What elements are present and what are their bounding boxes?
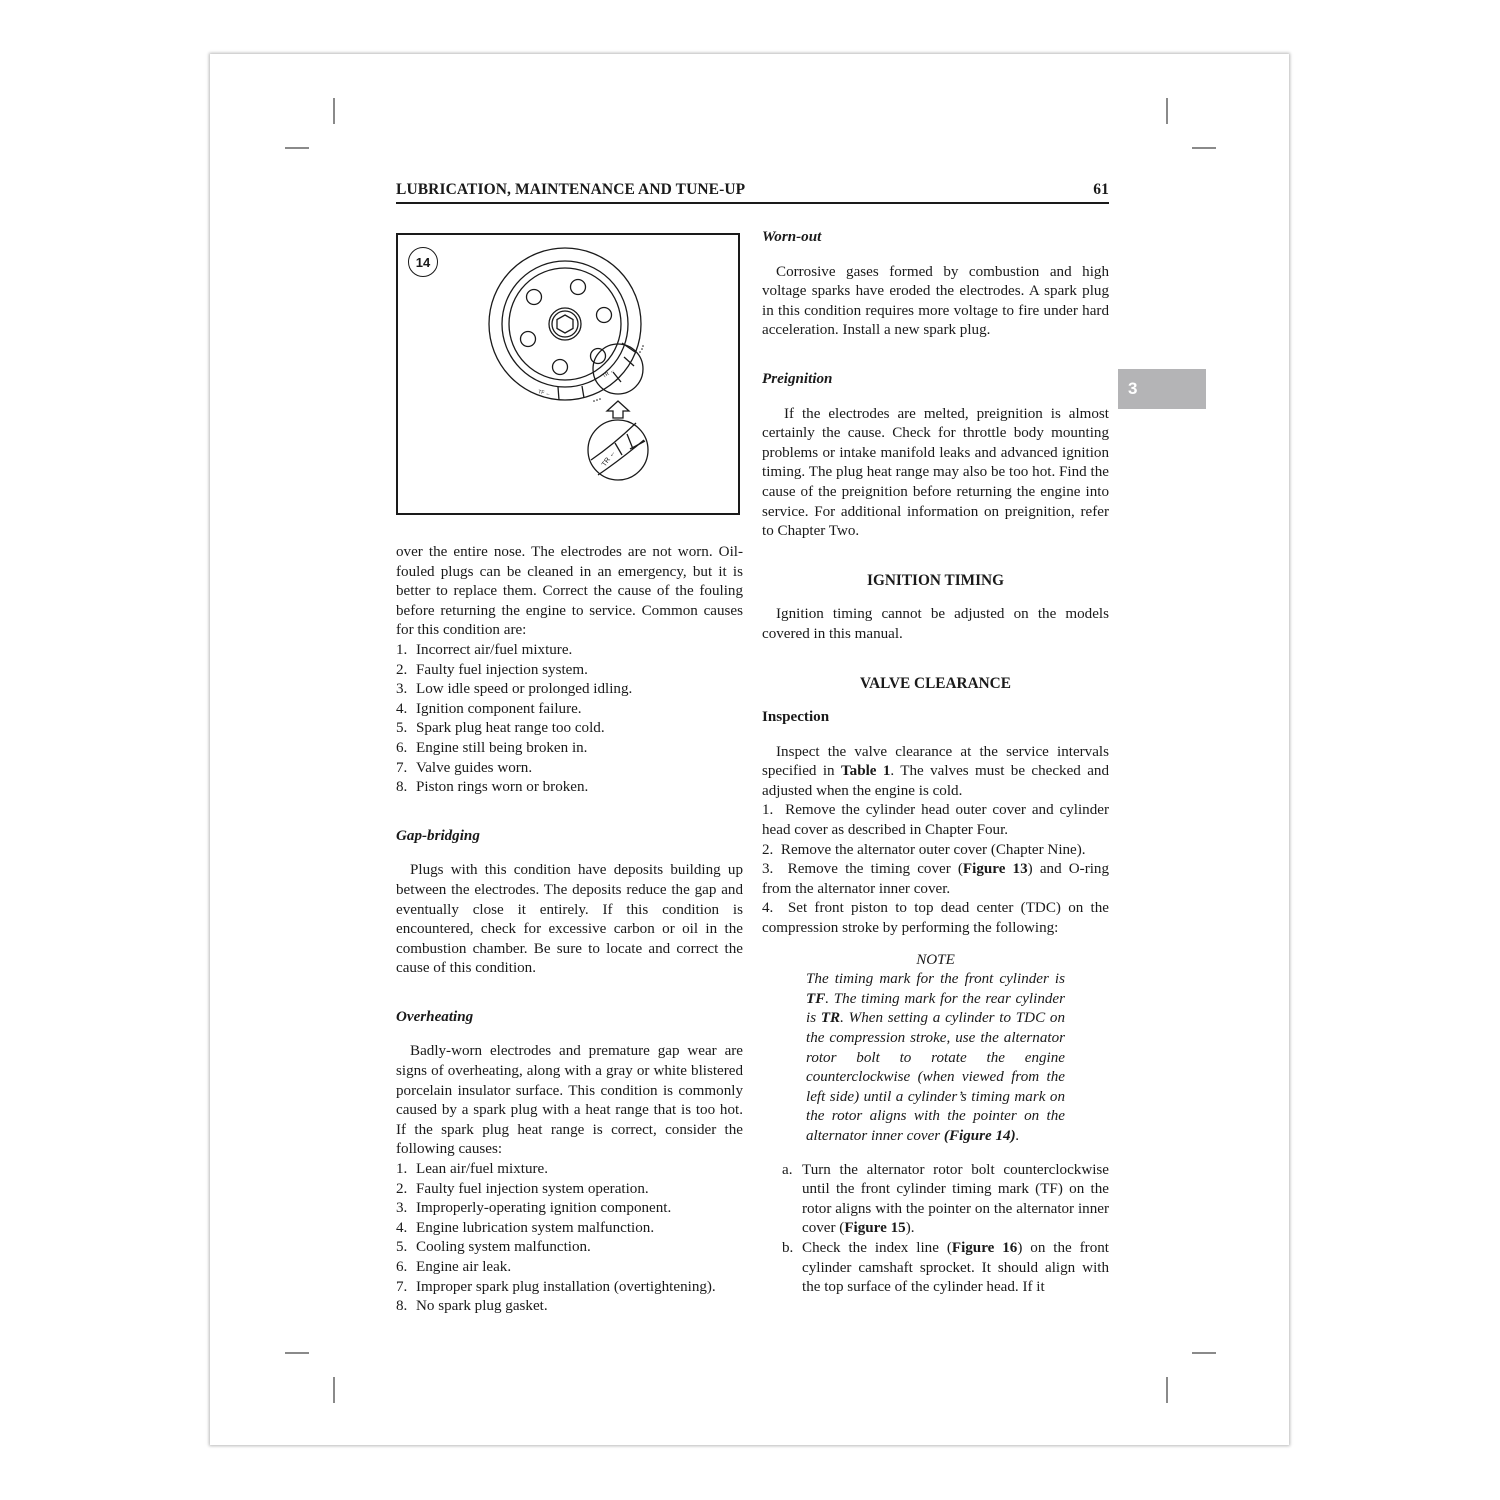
chapter-tab-label: 3 <box>1128 379 1138 398</box>
gap-bridging-heading: Gap-bridging <box>396 827 480 844</box>
note-box <box>806 951 1065 1147</box>
worn-out-heading: Worn-out <box>762 229 822 245</box>
list-item: 8. Piston rings worn or broken. <box>396 779 589 796</box>
list-item: 3. Low idle speed or prolonged idling. <box>396 681 633 698</box>
preignition-heading: Preignition <box>762 370 833 387</box>
alternator-rotor-diagram <box>398 235 738 513</box>
crop-mark-top-left-horizontal <box>285 147 309 149</box>
overheating-heading: Overheating <box>396 1008 474 1025</box>
page-number: 61 <box>1093 181 1109 198</box>
list-item: 6. Engine still being broken in. <box>396 739 588 756</box>
step-2: 2. Remove the alternator outer cover (Chapter Nine). <box>762 841 1086 858</box>
substep-b: b. Check the index line (Figure 16) on the front cylinder camshaft sprocket. It should align with the top surface of the cylinder head. If it <box>782 1239 1109 1296</box>
svg-text:TR ←: TR ← <box>600 449 618 469</box>
inspection-intro: Inspect the valve clearance at the service intervals specified in Table 1. The valves must be checked and adjusted when the engine is cold. <box>762 743 1109 799</box>
list-item: 1. Incorrect air/fuel mixture. <box>396 641 573 658</box>
list-item: 5. Spark plug heat range too cold. <box>396 720 605 737</box>
step-1: 1. Remove the cylinder head outer cover and cylinder head cover as described in Chapter Four. <box>762 802 1109 839</box>
list-item: 3. Improperly-operating ignition component. <box>396 1200 672 1217</box>
crop-mark-bottom-left-horizontal <box>285 1352 309 1354</box>
preignition-paragraph: If the electrodes are melted, preignition is almost certainly the cause. Check for throttle body mounting problems or intake manifold leaks and advanced ignition timing. The plug heat range may also be too hot. Find the cause of the preignition before returning the engine into service. For additional information on preignition, refer to Chapter Two. <box>762 405 1109 540</box>
figure-reference: (Figure 14) <box>943 1127 1016 1144</box>
crop-mark-top-right-horizontal <box>1192 147 1216 149</box>
crop-mark-bottom-right-horizontal <box>1192 1352 1216 1354</box>
list-item: 7. Valve guides worn. <box>396 759 533 776</box>
figure-14 <box>396 233 740 515</box>
document-page <box>210 54 1289 1445</box>
chapter-tab <box>1118 369 1206 409</box>
overheating-paragraph: Badly-worn electrodes and premature gap wear are signs of overheating, along with a gray or white blistered porcelain insulator surface. This condition is commonly caused by a spark plug with a heat range that is too hot. If the spark plug heat range is correct, consider the following causes: <box>396 1043 743 1158</box>
crop-mark-top-left-vertical <box>333 98 335 124</box>
list-item: 1. Lean air/fuel mixture. <box>396 1161 549 1178</box>
list-item: 2. Faulty fuel injection system. <box>396 661 588 678</box>
note-text: The timing mark for the front cylinder is TF. The timing mark for the rear cylinder is TR. When setting a cylinder to TDC on the compression stroke, use the alternator rotor bolt to rotate the engine counterclockwise (when viewed from the left side) until a cylinder’s timing mark on the rotor aligns with the pointer on the alternator inner cover (Figure 14). <box>806 971 1065 1144</box>
step-4: 4. Set front piston to top dead center (TDC) on the compression stroke by performing the following: <box>762 900 1109 937</box>
left-column <box>396 543 743 1317</box>
step-3: 3. Remove the timing cover (Figure 13) and O-ring from the alternator inner cover. <box>762 861 1110 897</box>
figure-reference: Figure 15 <box>844 1220 906 1237</box>
oil-fouled-causes-list <box>396 641 743 798</box>
list-item: 2. Faulty fuel injection system operation. <box>396 1180 649 1197</box>
crop-mark-top-right-vertical <box>1166 98 1168 124</box>
list-item: 6. Engine air leak. <box>396 1259 512 1275</box>
figure-reference: Figure 16 <box>951 1239 1018 1256</box>
note-title: NOTE <box>916 951 955 968</box>
list-item: 4. Ignition component failure. <box>396 700 582 717</box>
list-item: 4. Engine lubrication system malfunction. <box>396 1219 655 1236</box>
crop-mark-bottom-right-vertical <box>1166 1377 1168 1403</box>
svg-text:TR ←: TR ← <box>601 367 616 380</box>
chapter-title: LUBRICATION, MAINTENANCE AND TUNE-UP <box>396 181 746 198</box>
valve-clearance-heading: VALVE CLEARANCE <box>860 674 1011 692</box>
table-reference: Table 1 <box>840 763 891 780</box>
inspection-subheading: Inspection <box>762 709 830 726</box>
worn-out-paragraph: Corrosive gases formed by combustion and high voltage sparks have eroded the electrodes. A spark plug in this condition requires more voltage to fire under hard acceleration. Install a new spark plug. <box>762 263 1109 339</box>
svg-text:TF ←: TF ← <box>537 389 552 398</box>
list-item: 7. Improper spark plug installation (overtightening). <box>396 1278 716 1295</box>
right-column <box>762 228 1109 1298</box>
overheating-causes-list <box>396 1160 743 1317</box>
list-item: 5. Cooling system malfunction. <box>396 1239 591 1256</box>
figure-reference: Figure 13 <box>962 861 1028 878</box>
oil-fouled-continuation: over the entire nose. The electrodes are not worn. Oil-fouled plugs can be cleaned in an emergency, but it is better to replace them. Correct the cause of the fouling before returning the engine to service. Common causes for this condition are: <box>396 544 743 639</box>
running-header <box>396 180 1109 204</box>
ignition-timing-heading: IGNITION TIMING <box>867 571 1004 589</box>
crop-mark-bottom-left-vertical <box>333 1377 335 1403</box>
list-item: 8. No spark plug gasket. <box>396 1298 548 1315</box>
gap-bridging-paragraph: Plugs with this condition have deposits building up between the electrodes. The deposits reduce the gap and eventually close it entirely. If this condition is encountered, check for excessive carbon or oil in the combustion chamber. Be sure to locate and correct the cause of this condition. <box>396 862 743 977</box>
ignition-timing-paragraph: Ignition timing cannot be adjusted on the models covered in this manual. <box>762 606 1109 642</box>
figure-number-badge: 14 <box>408 247 438 277</box>
substep-a: a. Turn the alternator rotor bolt counterclockwise until the front cylinder timing mark (TF) on the rotor aligns with the pointer on the alternator inner cover (Figure 15). <box>782 1161 1109 1237</box>
